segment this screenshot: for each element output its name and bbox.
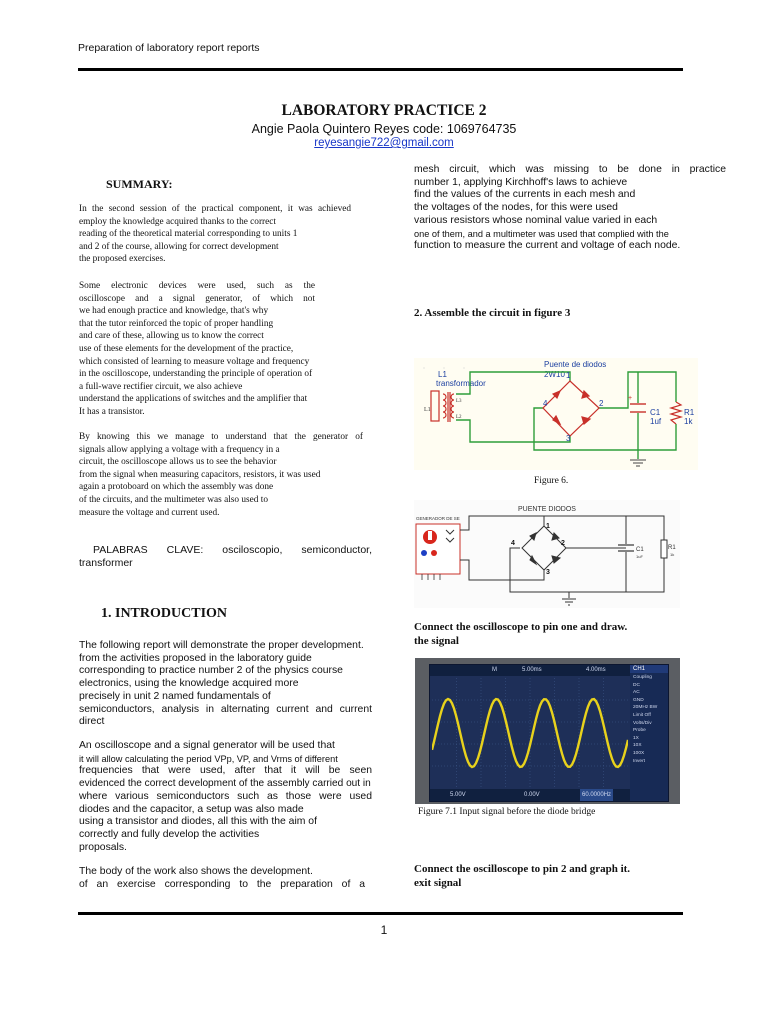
text-line: corresponding to practice number 2 of the physics course bbox=[79, 665, 343, 677]
coil-label: L1 bbox=[424, 407, 431, 413]
introduction-paragraph-3 bbox=[79, 866, 365, 891]
text-line: Some electronic devices were used, such as the bbox=[79, 281, 315, 291]
text-line: again a protoboard on which the assembly was done bbox=[79, 482, 274, 493]
keywords bbox=[79, 544, 372, 570]
summary-paragraph-2 bbox=[79, 280, 315, 419]
oscilloscope-waveform bbox=[432, 678, 628, 788]
introduction-heading: 1. INTRODUCTION bbox=[101, 606, 228, 621]
text-line: mesh circuit, which was missing to be done in practice bbox=[414, 164, 726, 175]
text-line: number 1, applying Kirchhoff's laws to achieve bbox=[414, 176, 628, 188]
text-line: oscilloscope and a signal generator, of which not bbox=[79, 293, 315, 304]
step-2-heading: 2. Assemble the circuit in figure 3 bbox=[414, 307, 571, 319]
text-line: diodes and the capacitor, a setup was also made bbox=[79, 803, 304, 815]
bridge-label: Puente de diodos bbox=[544, 360, 607, 369]
right-paragraph bbox=[414, 164, 726, 253]
transformer-name-label: transformador bbox=[436, 379, 486, 388]
text-line: direct bbox=[79, 716, 105, 728]
text-line: function to measure the current and voltage of each node. bbox=[414, 240, 681, 252]
scope-menu-item: GND bbox=[633, 697, 644, 703]
scope-side-menu bbox=[630, 665, 668, 801]
scope-menu-item: 20MHz BW bbox=[633, 705, 658, 711]
generator-label: GENERADOR DE SE bbox=[416, 516, 460, 521]
connect-pin-1-heading bbox=[414, 620, 627, 648]
text-line: use of these elements for the development of the practice, bbox=[79, 343, 294, 354]
scope-menu-item: Invert bbox=[633, 758, 645, 764]
scope-menu-item: Coupling bbox=[633, 675, 652, 680]
keywords-line: PALABRAS CLAVE: osciloscopio, semiconductor, bbox=[93, 544, 372, 556]
text-line: In the second session of the practical component, it was achieved bbox=[79, 204, 351, 214]
page-number: 1 bbox=[380, 923, 388, 937]
introduction-paragraph-1 bbox=[79, 640, 372, 729]
capacitor-label: C1 bbox=[650, 408, 661, 417]
figure-6-caption: Figure 6. bbox=[534, 476, 569, 486]
scope-volts-div: 5.00V bbox=[450, 792, 466, 798]
oscilloscope-photo bbox=[415, 658, 680, 804]
node-label: 1 bbox=[546, 523, 550, 530]
text-line: signals allow applying a voltage with a frequency in a bbox=[79, 444, 280, 455]
text-line: semiconductors, analysis in alternating current and current bbox=[79, 703, 372, 715]
summary-heading: SUMMARY: bbox=[106, 177, 173, 191]
scope-menu-item: 1X bbox=[633, 735, 639, 741]
text-line: Connect the oscilloscope to pin one and draw. bbox=[414, 621, 628, 633]
text-line: proposals. bbox=[79, 841, 127, 853]
scope-menu-item: 10X bbox=[633, 743, 642, 749]
text-line: the proposed exercises. bbox=[79, 254, 166, 265]
scope-menu-item: 100X bbox=[633, 750, 645, 756]
scope-offset: 0.00V bbox=[524, 792, 540, 798]
text-line: understand the applications of switches and the amplifier that bbox=[79, 394, 308, 405]
text-line: find the values of the currents in each mesh and bbox=[414, 189, 636, 201]
text-line: using a transistor and diodes, all this with the aim of bbox=[79, 816, 317, 828]
coil-label: L3 bbox=[456, 399, 462, 404]
text-line: exit signal bbox=[414, 877, 462, 889]
rectifier-circuit-diagram bbox=[414, 358, 698, 470]
capacitor-plus-sign: + bbox=[628, 395, 633, 402]
summary-paragraph-3 bbox=[79, 431, 363, 519]
running-header: Preparation of laboratory report reports bbox=[78, 42, 260, 54]
text-line: of the circuits, and the multimeter was also used to bbox=[79, 494, 268, 505]
text-line: it will allow calculating the period VPp, VP, and Vrms of different bbox=[79, 753, 338, 764]
text-line: and care of these, allowing us to know the correct bbox=[79, 331, 264, 342]
text-line: from the activities proposed in the laboratory guide bbox=[79, 652, 312, 664]
text-line: The following report will demonstrate the proper development. bbox=[79, 640, 364, 651]
capacitor-value: 1uf bbox=[650, 417, 662, 426]
text-line: where various semiconductors such as those were used bbox=[79, 790, 372, 802]
email-link[interactable]: reyesangie722@gmail.com bbox=[314, 137, 454, 149]
header-rule bbox=[78, 68, 683, 71]
circuit-title: PUENTE DIODOS bbox=[518, 506, 576, 513]
scope-top-bar bbox=[430, 665, 630, 676]
scope-bottom-bar bbox=[430, 789, 630, 801]
text-line: and 2 of the course, allowing for correct development bbox=[79, 241, 279, 252]
text-line: By knowing this we manage to understand that the generator of bbox=[79, 432, 363, 442]
oscilloscope-screen bbox=[429, 664, 669, 802]
summary-paragraph-1 bbox=[79, 203, 351, 266]
text-line: electronics, using the knowledge acquired more bbox=[79, 678, 299, 690]
text-line: the signal bbox=[414, 635, 459, 647]
node-label: 2 bbox=[599, 399, 604, 408]
text-line: Connect the oscilloscope to pin 2 and graph it. bbox=[414, 863, 631, 875]
text-line: An oscilloscope and a signal generator will be used that bbox=[79, 740, 335, 751]
signal-generator-symbol bbox=[416, 524, 460, 580]
text-line: from the signal when measuring capacitors, resistors, it was used bbox=[79, 469, 321, 480]
text-line: which consisted of learning to measure voltage and frequency bbox=[79, 356, 310, 367]
scope-frequency: 60.0000Hz bbox=[580, 789, 613, 801]
text-line: one of them, and a multimeter was used that complied with the bbox=[414, 228, 669, 239]
text-line: in the oscilloscope, understanding the principle of operation of bbox=[79, 369, 313, 380]
node-label: 4 bbox=[511, 540, 515, 547]
text-line: precisely in unit 2 named fundamentals of bbox=[79, 690, 271, 702]
scope-menu-item: DC bbox=[633, 682, 640, 688]
bridge-circuit-diagram bbox=[414, 500, 680, 608]
text-line: that the tutor reinforced the topic of proper handling bbox=[79, 318, 274, 329]
text-line: The body of the work also shows the development. bbox=[79, 866, 313, 877]
node-label: 4 bbox=[543, 399, 548, 408]
author-line: Angie Paola Quintero Reyes code: 1069764735 bbox=[251, 122, 517, 136]
text-line: frequencies that were used, after that it will be seen bbox=[79, 765, 372, 777]
page-title: LABORATORY PRACTICE 2 bbox=[281, 102, 487, 119]
resistor-value: 1k bbox=[684, 417, 693, 426]
transformer-label: L1 bbox=[438, 370, 447, 379]
resistor-label: R1 bbox=[668, 545, 676, 551]
text-line: of an exercise corresponding to the preparation of a bbox=[79, 878, 365, 890]
introduction-paragraph-2 bbox=[79, 740, 372, 854]
capacitor-label: C1 bbox=[636, 547, 644, 553]
text-line: employ the knowledge acquired thanks to the correct bbox=[79, 216, 276, 227]
scope-channel-label: CH1 bbox=[630, 665, 668, 673]
scope-menu-item: AC bbox=[633, 690, 640, 696]
keywords-line: transformer bbox=[79, 557, 133, 569]
text-line: measure the voltage and current used. bbox=[79, 507, 220, 518]
resistor-value: 1k bbox=[670, 552, 675, 557]
node-label: 1 bbox=[566, 371, 571, 380]
scope-menu-item: Volts/Div bbox=[633, 720, 652, 726]
text-line: evidenced the correct development of the assembly carried out in bbox=[79, 778, 371, 790]
text-line: correctly and fully develop the activities bbox=[79, 828, 260, 840]
scope-mode: M bbox=[492, 667, 497, 673]
resistor-symbol bbox=[661, 540, 667, 558]
bridge-part-label: 2W10 bbox=[544, 370, 565, 379]
text-line: reading of the theoretical material corresponding to units 1 bbox=[79, 229, 298, 240]
footer-rule bbox=[78, 912, 683, 915]
text-line: circuit, the oscilloscope allows us to see the behavior bbox=[79, 457, 277, 468]
scope-menu-item: Limit Off bbox=[633, 712, 651, 718]
capacitor-value: 1uF bbox=[636, 554, 643, 559]
scope-trigger-time: 4.00ms bbox=[586, 667, 606, 673]
text-line: various resistors whose nominal value varied in each bbox=[414, 214, 658, 226]
scope-menu-item: Probe bbox=[633, 728, 646, 734]
node-label: 3 bbox=[546, 569, 550, 576]
node-label: 2 bbox=[561, 540, 565, 547]
node-label: 3 bbox=[566, 434, 571, 443]
text-line: the voltages of the nodes, for this were used bbox=[414, 202, 618, 214]
text-line: a full-wave rectifier circuit, we also achieve bbox=[79, 381, 243, 392]
coil-label: L2 bbox=[456, 415, 462, 420]
connect-pin-2-heading bbox=[414, 862, 630, 890]
scope-timebase: 5.00ms bbox=[522, 667, 542, 673]
figure-7-1-caption: Figure 7.1 Input signal before the diode bridge bbox=[418, 807, 596, 817]
resistor-label: R1 bbox=[684, 408, 695, 417]
text-line: we had enough practice and knowledge, that's why bbox=[79, 306, 269, 317]
text-line: It has a transistor. bbox=[79, 406, 145, 417]
